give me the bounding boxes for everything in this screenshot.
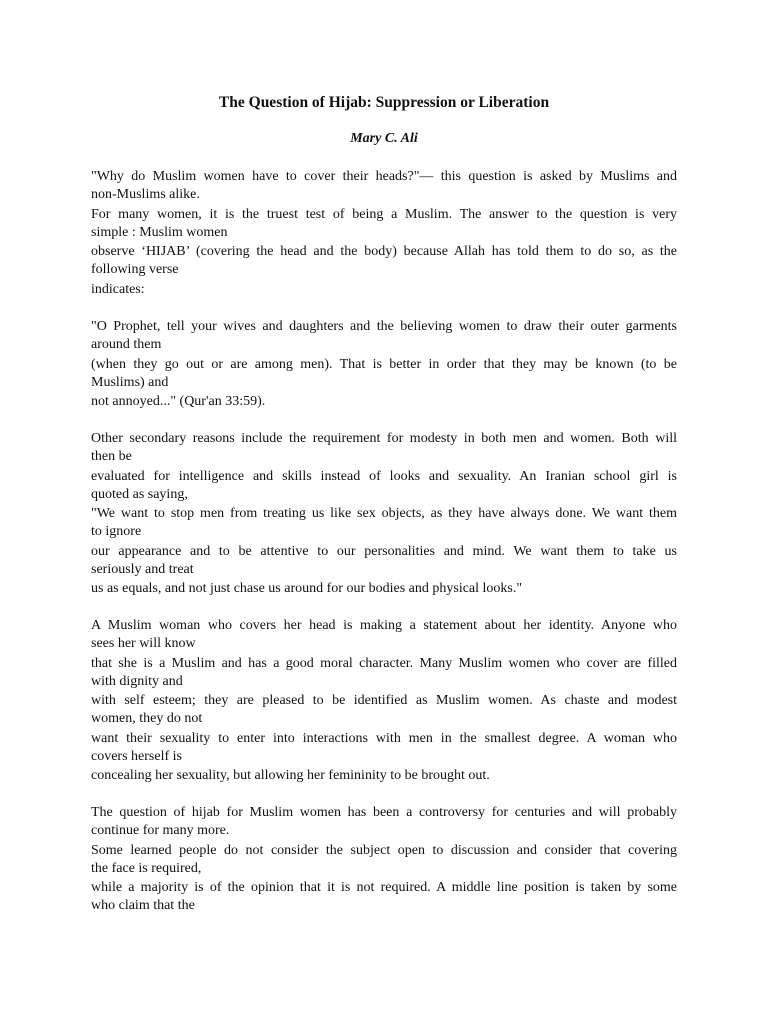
text-line: A Muslim woman who covers her head is making a statement about her identity. Anyone who (91, 618, 677, 633)
text-line: "Why do Muslim women have to cover their heads?"— this question is asked by Muslims and (91, 169, 677, 184)
text-line: concealing her sexuality, but allowing her femininity to be brought out. (91, 768, 490, 783)
text-line: with self esteem; they are pleased to be identified as Muslim women. As chaste and modest (91, 693, 677, 708)
text-line: women, they do not (91, 711, 203, 726)
text-line: indicates: (91, 282, 145, 297)
text-line: For many women, it is the truest test of being a Muslim. The answer to the question is very (91, 207, 677, 222)
text-line: following verse (91, 262, 179, 277)
text-line: our appearance and to be attentive to our personalities and mind. We want them to take us (91, 544, 677, 559)
text-line: observe ‘HIJAB’ (covering the head and the body) because Allah has told them to do so, as the (91, 244, 677, 259)
text-line: Muslims) and (91, 375, 169, 390)
text-line: Other secondary reasons include the requirement for modesty in both men and women. Both will (91, 431, 677, 446)
text-line: (when they go out or are among men). That is better in order that they may be known (to be (91, 357, 677, 372)
text-line: "We want to stop men from treating us like sex objects, as they have always done. We want them (91, 506, 677, 521)
text-line: the face is required, (91, 861, 202, 876)
text-line: who claim that the (91, 898, 195, 913)
text-line: with dignity and (91, 674, 183, 689)
text-line: sees her will know (91, 636, 196, 651)
text-line: that she is a Muslim and has a good moral character. Many Muslim women who cover are filled (91, 656, 677, 671)
text-line: while a majority is of the opinion that it is not required. A middle line position is taken by some (91, 880, 677, 895)
document-title: The Question of Hijab: Suppression or Liberation (218, 94, 550, 111)
text-line: seriously and treat (91, 562, 194, 577)
text-line: simple : Muslim women (91, 225, 228, 240)
text-line: continue for many more. (91, 823, 230, 838)
text-line: around them (91, 337, 162, 352)
text-line: evaluated for intelligence and skills instead of looks and sexuality. An Iranian school girl is (91, 469, 677, 484)
text-line: non-Muslims alike. (91, 187, 200, 202)
text-line: "O Prophet, tell your wives and daughters and the believing women to draw their outer garments (91, 319, 677, 334)
document-author: Mary C. Ali (350, 131, 418, 146)
text-line: not annoyed..." (Qur'an 33:59). (91, 394, 266, 409)
text-line: us as equals, and not just chase us around for our bodies and physical looks." (91, 581, 523, 596)
text-line: then be (91, 449, 132, 464)
text-line: The question of hijab for Muslim women has been a controversy for centuries and will probably (91, 805, 677, 820)
text-line: Some learned people do not consider the subject open to discussion and consider that covering (91, 843, 677, 858)
text-line: covers herself is (91, 749, 182, 764)
text-line: quoted as saying, (91, 487, 188, 502)
text-line: to ignore (91, 524, 142, 539)
text-line: want their sexuality to enter into interactions with men in the smallest degree. A woman who (91, 731, 677, 746)
